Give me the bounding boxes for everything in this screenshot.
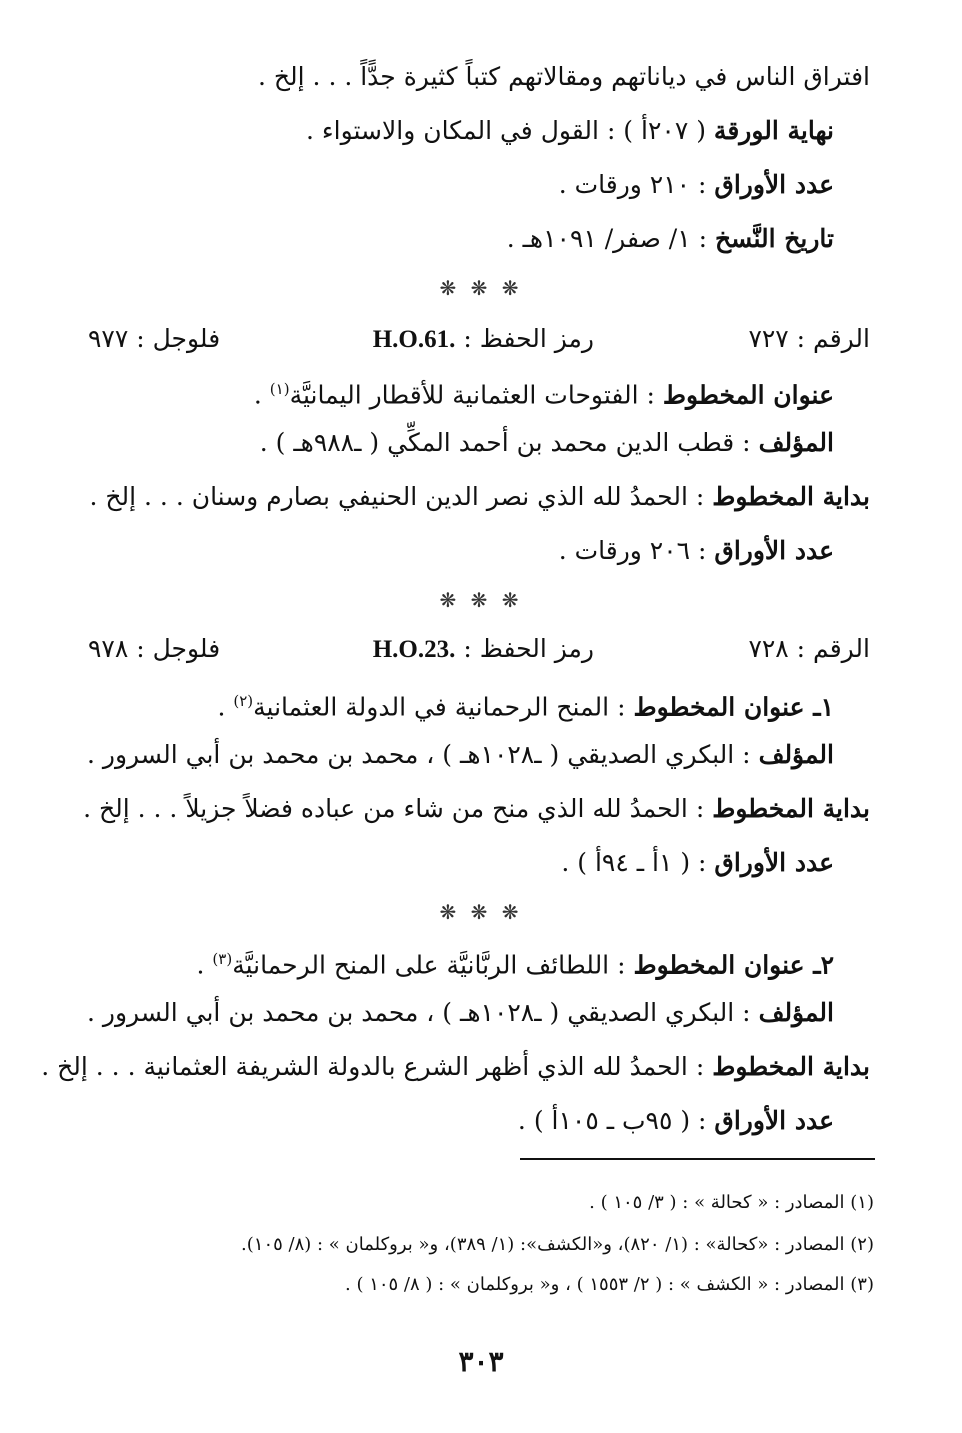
footnote-ref: (٣) [212,950,233,968]
incipit-line: بداية المخطوط : الحمدُ لله الذي أظهر الشرع بالدولة الشريفة العثمانية . . . إلخ . [41,1052,870,1081]
shelfmark: رمز الحفظ : H.O.23. [372,634,594,663]
entry-number: الرقم : ٧٢٨ [748,634,870,663]
page-number: ٣٠٣ [458,1345,504,1378]
copy-date-line: تاريخ النَّسخ : ١/ صفر/ ١٠٩١هـ . [506,224,834,253]
footnote-ref: (٢) [233,692,254,710]
author-line: المؤلف : البكري الصديقي ( ـ١٠٢٨هـ ) ، محمد بن محمد بن أبي السرور . [86,998,834,1027]
continuation-line: افتراق الناس في دياناتهم ومقالاتهم كتباً كثيرة جدًّاً . . . إلخ . [258,62,870,91]
shelfmark: رمز الحفظ : H.O.61. [372,324,594,353]
footnote-divider [520,1158,875,1160]
leaves-count-line: عدد الأوراق : ( ٩٥ب ـ ١٠٥أ ) . [517,1106,834,1135]
leaves-count-line: عدد الأوراق : ٢٠٦ ورقات . [558,536,834,565]
incipit-line: بداية المخطوط : الحمدُ لله الذي نصر الدين الحنيفي بصارم وسنان . . . إلخ . [89,482,870,511]
manuscript-title-line: ١ـ عنوان المخطوط : المنح الرحمانية في الدولة العثمانية$^{(٢)}$ . [217,692,834,722]
entry-number: الرقم : ٧٢٧ [748,324,870,353]
incipit-line: بداية المخطوط : الحمدُ لله الذي منح من شاء من عباده فضلاً جزيلاً . . . إلخ . [83,794,870,823]
separator-stars: ❋ ❋ ❋ [439,588,523,612]
author-line: المؤلف : قطب الدين محمد بن أحمد المكِّي ( ـ٩٨٨هـ ) . [259,428,834,457]
separator-stars: ❋ ❋ ❋ [439,900,523,924]
footnote-ref: (١) [269,380,290,398]
author-line: المؤلف : البكري الصديقي ( ـ١٠٢٨هـ ) ، محمد بن محمد بن أبي السرور . [86,740,834,769]
end-of-leaf-line: نهاية الورقة ( ٢٠٧أ ) : القول في المكان والاستواء . [306,116,834,145]
manuscript-title-line: ٢ـ عنوان المخطوط : اللطائف الربَّانيَّة على المنح الرحمانيَّة$^{(٣)}$ . [196,950,834,980]
footnote-2: (٢) المصادر : «كحالة» : (١/ ٨٢٠)، و«الكشف»: (١/ ٣٨٩)، و« بروكلمان » : (٨/ ١٠٥). [241,1234,874,1255]
footnote-3: (٣) المصادر : « الكشف » : ( ٢/ ١٥٥٣ ) ، و« بروكلمان » : ( ٨/ ١٠٥ ) . [345,1274,874,1295]
leaves-count-line: عدد الأوراق : ( ١أ ـ ٩٤أ ) . [561,848,834,877]
manuscript-title-line: عنوان المخطوط : الفتوحات العثمانية للأقطار اليمانيَّة$^{(١)}$ . [253,380,834,410]
leaves-count-line: عدد الأوراق : ٢١٠ ورقات . [558,170,834,199]
flugel-number: فلوجل : ٩٧٨ [88,634,221,663]
separator-stars: ❋ ❋ ❋ [439,276,523,300]
flugel-number: فلوجل : ٩٧٧ [88,324,221,353]
footnote-1: (١) المصادر : « كحالة » : ( ٣/ ١٠٥ ) . [589,1192,874,1213]
